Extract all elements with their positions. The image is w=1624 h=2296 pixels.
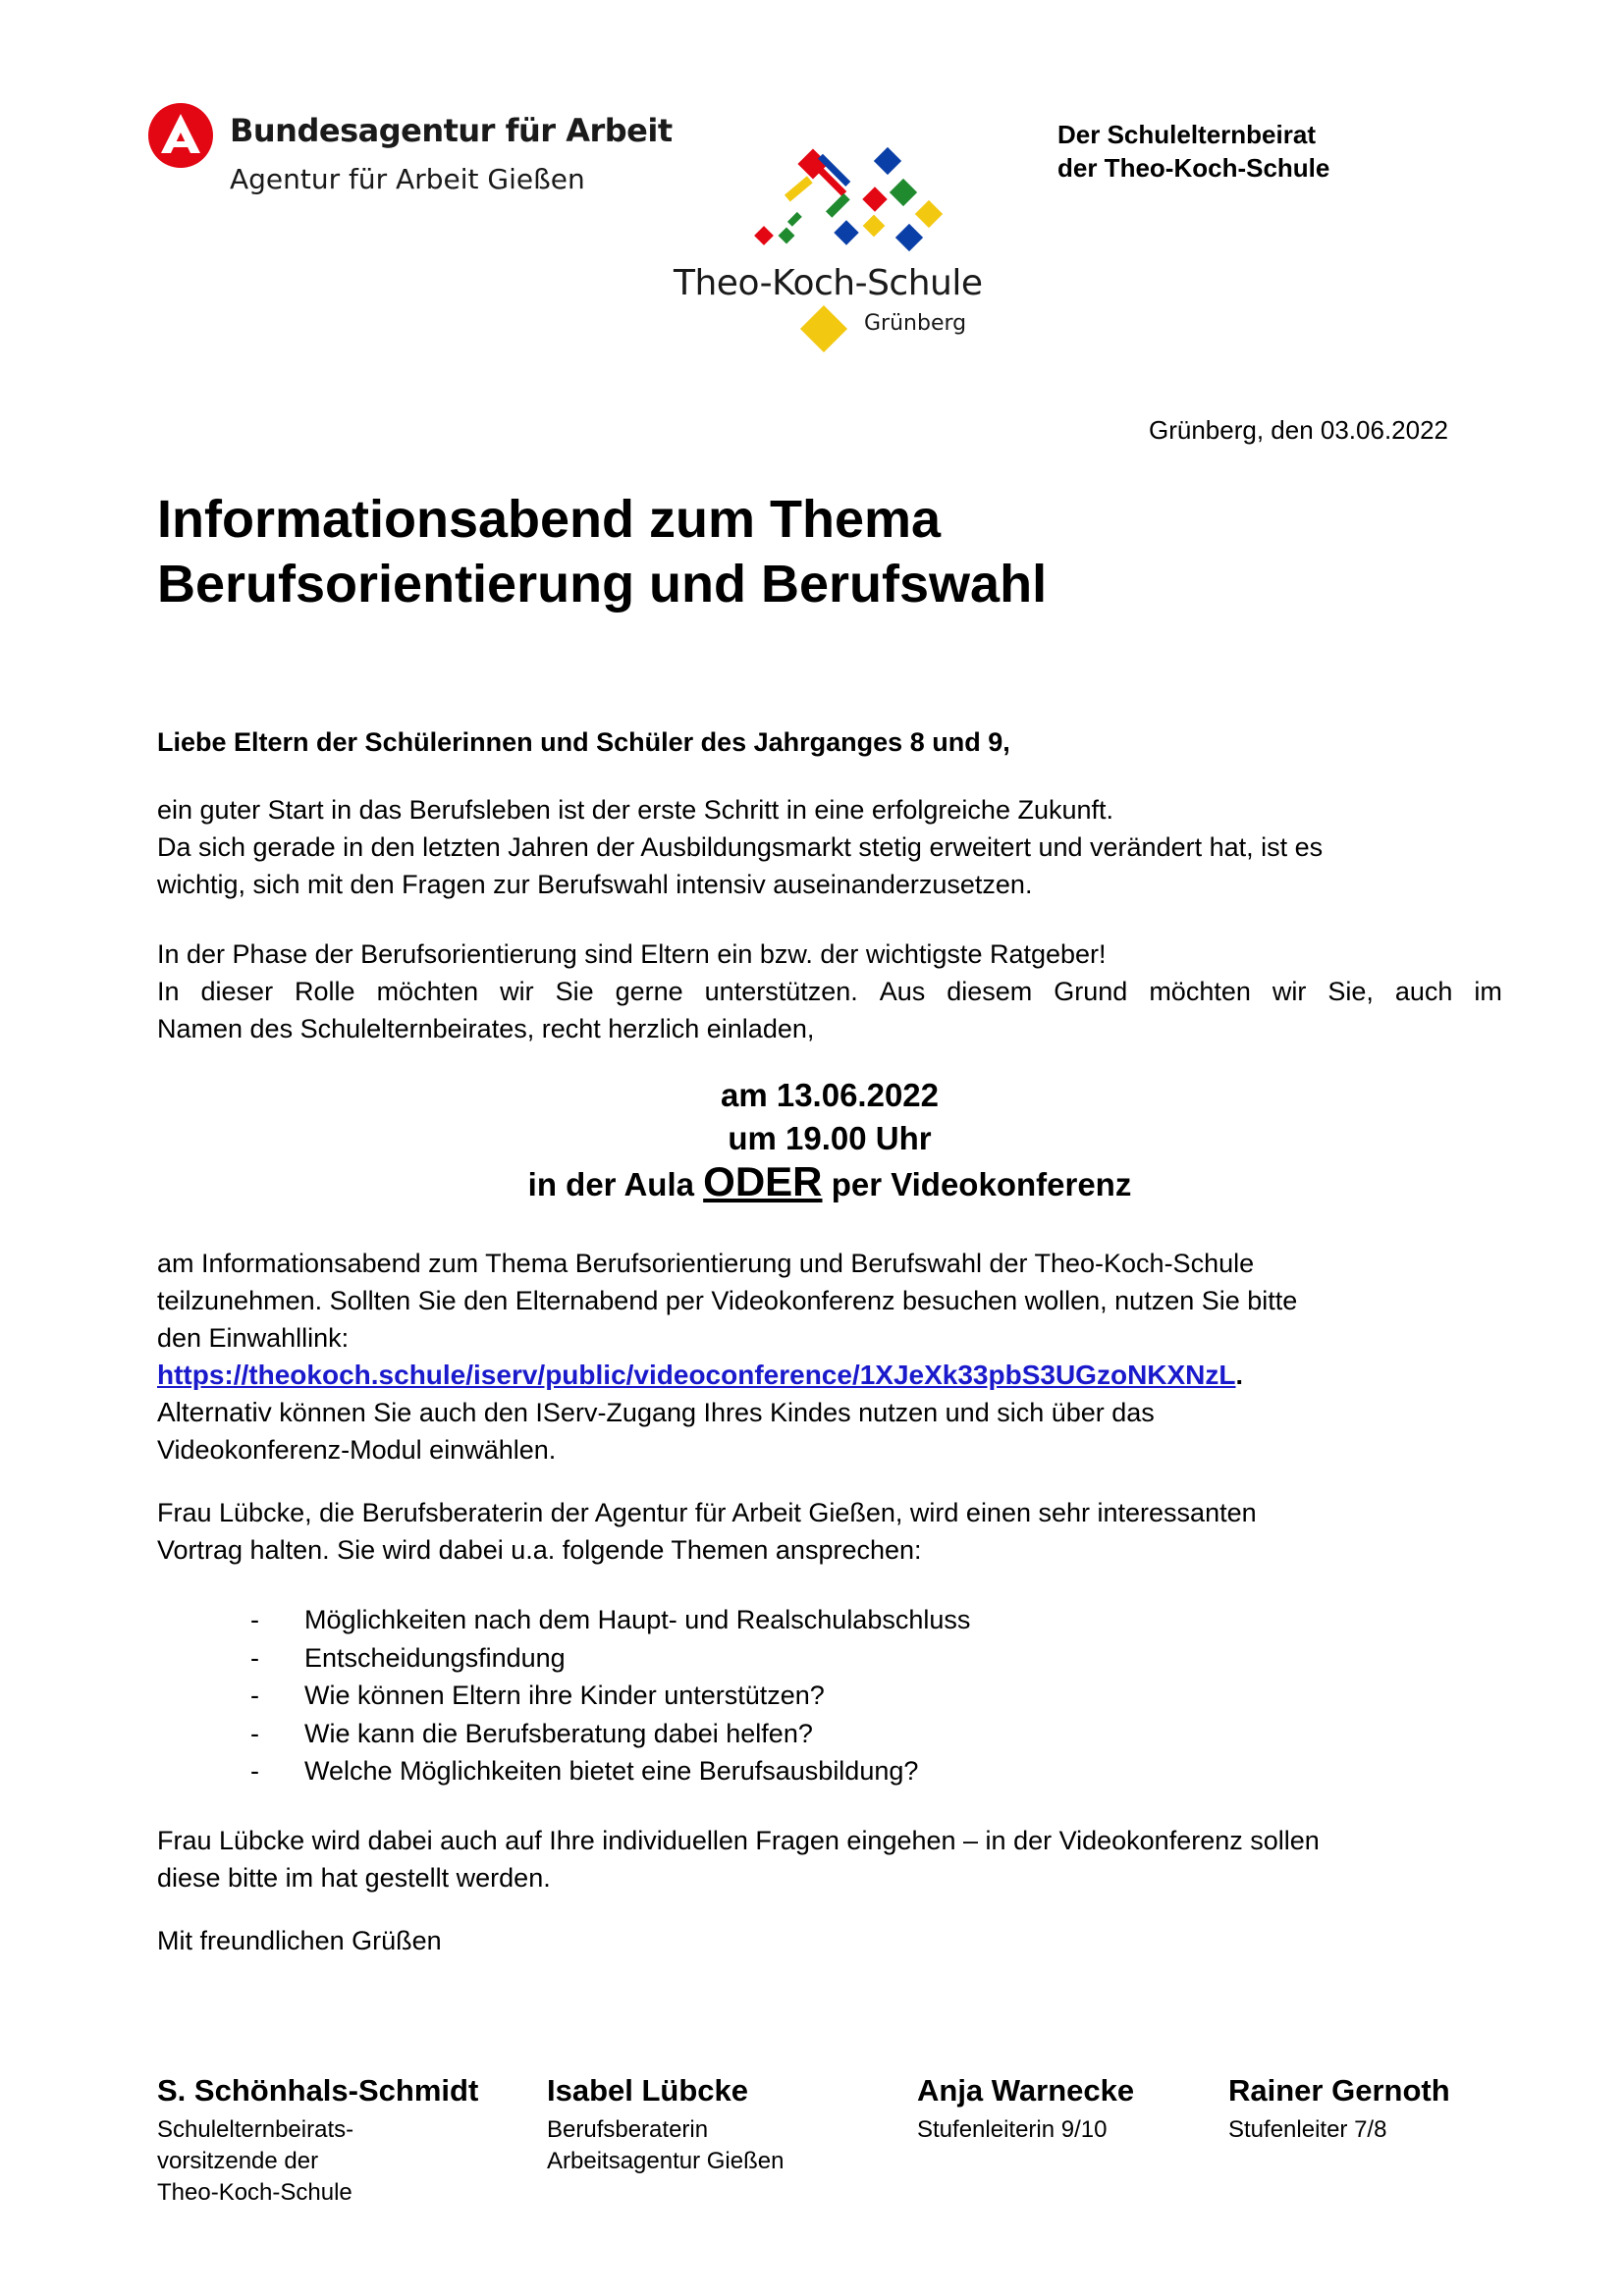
invitation-word: möchten: [1149, 977, 1251, 1006]
list-item: [250, 1715, 916, 1753]
signature-role-line: Arbeitsagentur Gießen: [547, 2148, 785, 2174]
sender-line-1: Der Schulelternbeirat: [1057, 120, 1316, 149]
invitation-word: Aus: [879, 977, 926, 1006]
invitation-word: unterstützen.: [704, 977, 858, 1006]
signature-name: Rainer Gernoth: [1228, 2073, 1450, 2108]
alternative-rest: können Sie auch den IServ-Zugang Ihres Kindes nutzen und sich über das: [271, 1398, 1155, 1427]
list-item: [250, 1752, 919, 1790]
signature-role-line: Schulelternbeirats-: [157, 2116, 354, 2143]
details-line-2: teilzunehmen. Sollten Sie den Elternabend per Videokonferenz besuchen wollen, nutzen Sie bitte: [157, 1286, 1298, 1315]
intro-line-1: ein guter Start in das Berufsleben ist der erste Schritt in eine erfolgreiche Zukunft.: [157, 795, 1114, 825]
signature-role: [547, 2114, 784, 2177]
alternative-word: Alternativ: [157, 1397, 272, 1427]
signature-role-line: Theo-Koch-Schule: [157, 2179, 352, 2206]
speaker-line-1: Frau Lübcke, die Berufsberaterin der Agentur für Arbeit Gießen, wird einen sehr interessanten: [157, 1498, 1257, 1527]
signature-role-line: Stufenleiter 7/8: [1228, 2116, 1387, 2143]
invitation-line-3: Namen des Schulelternbeirates, recht herzlich einladen,: [157, 1014, 815, 1043]
signature-role-line: Berufsberaterin: [547, 2116, 709, 2143]
signature-role-line: Stufenleiterin 9/10: [917, 2116, 1108, 2143]
event-place-after: per Videokonferenz: [831, 1166, 1132, 1202]
details-paragraph: [157, 1245, 1502, 1468]
school-town: Grünberg: [864, 311, 967, 336]
event-place: [157, 1160, 1502, 1206]
list-item: [250, 1639, 916, 1678]
topic-text: Wie können Eltern ihre Kinder unterstützen?: [304, 1681, 825, 1710]
invitation-word: auch: [1394, 977, 1453, 1006]
invitation-word: Rolle: [295, 977, 355, 1006]
event-date: am 13.06.2022: [720, 1077, 940, 1113]
invitation-word: In: [157, 977, 180, 1006]
school-logo: [668, 147, 1001, 373]
signature-name: Anja Warnecke: [917, 2073, 1135, 2108]
invitation-word: Sie: [555, 977, 594, 1006]
speaker-line-2: Vortrag halten. Sie wird dabei u.a. folgende Themen ansprechen:: [157, 1535, 922, 1565]
list-item: [250, 1601, 971, 1639]
title-line-2: Berufsorientierung und Berufswahl: [157, 555, 1048, 614]
invitation-word: möchten: [376, 977, 479, 1006]
sender-block: [1057, 118, 1329, 185]
questions-line-2: diese bitte im hat gestellt werden.: [157, 1863, 551, 1893]
questions-paragraph: [157, 1822, 1502, 1896]
signature-role-line: vorsitzende der: [157, 2148, 319, 2174]
invitation-word: Grund: [1054, 977, 1128, 1006]
invitation-word: im: [1474, 977, 1502, 1006]
invitation-word: dieser: [200, 977, 274, 1006]
signature-block: [547, 2073, 784, 2177]
invitation-word: wir: [1272, 977, 1307, 1006]
signature-name: Isabel Lübcke: [547, 2073, 749, 2108]
questions-line-1: Frau Lübcke wird dabei auch auf Ihre individuellen Fragen eingehen – in der Videokonferenz sollen: [157, 1826, 1320, 1855]
invitation-paragraph: [157, 935, 1502, 1047]
intro-line-2: Da sich gerade in den letzten Jahren der Ausbildungsmarkt stetig erweitert und verändert hat, ist es: [157, 832, 1324, 862]
title-line-1: Informationsabend zum Thema: [157, 490, 942, 549]
agency-office: Agentur für Arbeit Gießen: [230, 163, 585, 195]
topic-text: Entscheidungsfindung: [304, 1642, 566, 1673]
topic-text: Möglichkeiten nach dem Haupt- und Realschulabschluss: [304, 1605, 971, 1634]
intro-paragraph: [157, 791, 1502, 903]
details-line-alternative: [157, 1394, 1502, 1431]
invitation-word: wir: [500, 977, 534, 1006]
details-line-3: den Einwahllink:: [157, 1323, 350, 1353]
details-link-line: [157, 1357, 1502, 1394]
invitation-word: gerne: [615, 977, 683, 1006]
details-line-5: Videokonferenz-Modul einwählen.: [157, 1435, 557, 1465]
list-dash: -: [250, 1756, 259, 1786]
date-line: Grünberg, den 03.06.2022: [1149, 415, 1449, 445]
list-dash: -: [250, 1718, 259, 1748]
sender-line-2: der Theo-Koch-Schule: [1057, 153, 1330, 183]
signature-role: [157, 2114, 478, 2209]
list-item: [250, 1677, 916, 1715]
signature-block: [1228, 2073, 1450, 2146]
agency-name: Bundesagentur für Arbeit: [230, 112, 673, 149]
invitation-line-2: [157, 973, 1502, 1010]
event-time: um 19.00 Uhr: [728, 1120, 932, 1156]
details-line-1: am Informationsabend zum Thema Berufsorientierung und Berufswahl der Theo-Koch-Schule: [157, 1249, 1255, 1278]
topic-text: Wie kann die Berufsberatung dabei helfen?: [304, 1718, 813, 1748]
link-period: .: [1235, 1361, 1244, 1390]
intro-line-3: wichtig, sich mit den Fragen zur Berufswahl intensiv auseinanderzusetzen.: [157, 870, 1033, 899]
invitation-word: Sie,: [1327, 977, 1374, 1006]
list-dash: -: [250, 1605, 259, 1634]
signature-block: [917, 2073, 1134, 2146]
school-tiles-icon: [668, 147, 1001, 373]
signature-role: [917, 2114, 1134, 2146]
event-details: [157, 1074, 1502, 1206]
closing: Mit freundlichen Grüßen: [157, 1926, 442, 1955]
agency-logo: [147, 102, 673, 210]
agency-emblem-icon: [147, 102, 214, 169]
page-title: [157, 487, 1047, 616]
event-place-or: ODER: [703, 1158, 823, 1204]
list-dash: -: [250, 1642, 259, 1673]
invitation-word: diesem: [947, 977, 1033, 1006]
signature-block: [157, 2073, 478, 2209]
topic-text: Welche Möglichkeiten bietet eine Berufsausbildung?: [304, 1756, 919, 1786]
topic-list: [250, 1601, 971, 1790]
event-place-before: in der Aula: [527, 1166, 694, 1202]
speaker-paragraph: [157, 1494, 1502, 1569]
signature-name: S. Schönhals-Schmidt: [157, 2073, 479, 2108]
invitation-line-1: In der Phase der Berufsorientierung sind Eltern ein bzw. der wichtigste Ratgeber!: [157, 939, 1107, 969]
school-name: Theo-Koch-Schule: [674, 263, 983, 303]
list-dash: -: [250, 1681, 259, 1710]
videoconference-link[interactable]: https://theokoch.schule/iserv/public/videoconference/1XJeXk33pbS3UGzoNKXNzL: [157, 1360, 1236, 1390]
salutation: Liebe Eltern der Schülerinnen und Schüler des Jahrganges 8 und 9,: [157, 727, 1010, 757]
signature-role: [1228, 2114, 1450, 2146]
